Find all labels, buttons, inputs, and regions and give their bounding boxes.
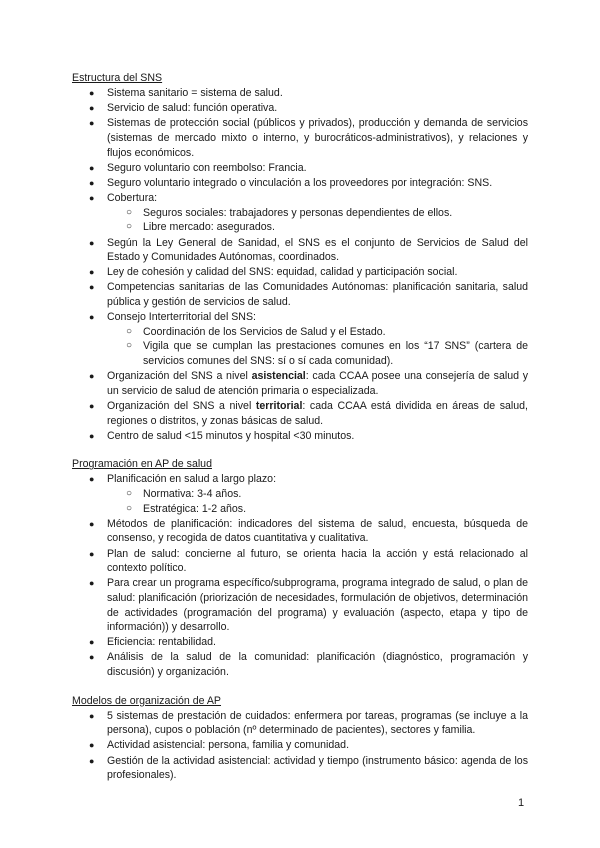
list-item — [72, 517, 528, 546]
bullet-list — [72, 86, 528, 443]
list-item — [72, 265, 528, 280]
circle-bullet-icon: ○ — [126, 502, 133, 514]
sub-list-item — [107, 325, 528, 340]
list-item — [72, 101, 528, 116]
bullet-icon: ● — [89, 371, 95, 382]
list-item — [72, 576, 528, 634]
sub-list-item-text: Estratégica: 1-2 años. — [143, 502, 247, 515]
bullet-icon: ● — [89, 118, 95, 129]
list-item-text: Centro de salud <15 minutos y hospital <30 minutos. — [107, 429, 355, 442]
bullet-icon: ● — [89, 518, 95, 529]
sub-list-item — [107, 339, 528, 368]
circle-bullet-icon: ○ — [126, 221, 133, 233]
sub-list-item-text: Libre mercado: asegurados. — [143, 221, 275, 234]
bullet-icon: ● — [89, 103, 95, 114]
bullet-icon: ● — [89, 652, 95, 663]
list-item-text: Servicio de salud: función operativa. — [107, 102, 278, 115]
list-item — [72, 547, 528, 576]
list-item-text: Seguro voluntario con reembolso: Francia. — [107, 161, 307, 174]
list-item — [72, 369, 528, 398]
list-item — [72, 399, 528, 428]
list-item-text: Seguro voluntario integrado o vinculación a los proveedores por integración: SNS. — [107, 176, 493, 189]
page-number: 1 — [518, 797, 525, 809]
list-item — [72, 635, 528, 650]
sub-list-item-text: Vigila que se cumplan las prestaciones comunes en los “17 SNS” (cartera de servicios comunes del SNS: sí o sí cada comunidad). — [143, 340, 528, 368]
sub-list-item-text: Normativa: 3-4 años. — [143, 487, 242, 500]
list-item-text: Plan de salud: concierne al futuro, se orienta hacia la acción y está relacionado al contexto político. — [107, 547, 528, 575]
bullet-icon: ● — [89, 193, 95, 204]
sub-list-item — [107, 220, 528, 235]
bullet-icon: ● — [89, 710, 95, 721]
list-item — [72, 86, 528, 101]
list-item-text: Según la Ley General de Sanidad, el SNS es el conjunto de Servicios de Salud del Estado y Comunidades Autónomas, coordinados. — [107, 236, 528, 264]
sub-list — [107, 206, 528, 235]
list-item — [72, 176, 528, 191]
bullet-icon: ● — [89, 740, 95, 751]
bullet-icon: ● — [89, 177, 95, 188]
list-item — [72, 738, 528, 753]
sub-list-item — [107, 206, 528, 221]
list-item-text: : cada CCAA posee una consejería de salud y un servicio de salud de atención primaria o especializada. — [107, 370, 528, 397]
list-item — [72, 191, 528, 235]
bullet-icon: ● — [89, 401, 95, 411]
bullet-icon: ● — [89, 267, 95, 278]
bullet-icon: ● — [89, 162, 95, 173]
bullet-icon: ● — [89, 88, 95, 98]
sub-list-item-text: Coordinación de los Servicios de Salud y el Estado. — [143, 325, 386, 338]
bullet-icon: ● — [89, 430, 95, 441]
list-item-text: Consejo Interterritorial del SNS: — [107, 311, 256, 324]
list-item-text: Gestión de la actividad asistencial: actividad y tiempo (instrumento básico: agenda de los profesionales). — [107, 754, 528, 782]
sub-list — [107, 487, 528, 516]
sub-list-item — [107, 502, 528, 517]
circle-bullet-icon: ○ — [126, 487, 133, 499]
bullet-icon: ● — [89, 548, 95, 559]
list-item-text: Ley de cohesión y calidad del SNS: equidad, calidad y participación social. — [107, 266, 458, 279]
bullet-icon: ● — [89, 637, 95, 648]
list-item-text: Análisis de la salud de la comunidad: planificación (diagnóstico, programación y discusión) y organización. — [107, 651, 528, 679]
list-item-text: Métodos de planificación: indicadores del sistema de salud, encuesta, búsqueda de consenso, y recogida de datos cuantitativa y cualitativa. — [107, 517, 528, 545]
sub-list — [107, 325, 528, 369]
list-item-text: Competencias sanitarias de las Comunidades Autónomas: planificación sanitaria, salud pública y gestión de servicios de salud. — [107, 281, 528, 309]
list-item — [72, 709, 528, 738]
sub-list-item — [107, 487, 528, 502]
circle-bullet-icon: ○ — [126, 325, 133, 337]
circle-bullet-icon: ○ — [126, 206, 133, 218]
list-item-text: : cada CCAA está dividida en áreas de salud, regiones o distritos, y zonas básicas de salud. — [107, 400, 528, 427]
section-programacion-ap — [72, 457, 528, 679]
bullet-icon: ● — [89, 312, 95, 323]
list-item-text: Para crear un programa específico/subprograma, programa integrado de salud, o plan de salud: planificación (priorización de necesidades, formulación de objetivos, determinación de actividades (programación del programa) y evaluación (aspecto, etapa y tipo de información)) y desarrollo. — [107, 577, 528, 634]
bullet-icon: ● — [89, 282, 95, 293]
list-item — [72, 310, 528, 368]
list-item-text: 5 sistemas de prestación de cuidados: enfermera por tareas, programas (se incluye a la persona), cupos o población (nº determinado de pacientes), sectores y familia. — [107, 709, 528, 737]
document-page — [72, 71, 528, 797]
list-item-text: Eficiencia: rentabilidad. — [107, 636, 216, 649]
list-item-text: Sistema sanitario = sistema de salud. — [107, 87, 283, 99]
section-title: Estructura del SNS — [72, 72, 163, 84]
bullet-icon: ● — [89, 474, 95, 485]
list-item — [72, 650, 528, 679]
list-item-text: Cobertura: — [107, 192, 158, 205]
section-title: Modelos de organización de AP — [72, 694, 222, 707]
bullet-icon: ● — [89, 578, 95, 589]
bullet-list — [72, 709, 528, 783]
list-item — [72, 472, 528, 516]
list-item — [72, 116, 528, 160]
list-item — [72, 236, 528, 265]
list-item-text: Actividad asistencial: persona, familia y comunidad. — [107, 739, 350, 752]
list-item-text: Planificación en salud a largo plazo: — [107, 473, 277, 486]
list-item — [72, 161, 528, 176]
bold-term: territorial — [255, 400, 303, 412]
section-title: Programación en AP de salud — [72, 458, 212, 471]
sub-list-item-text: Seguros sociales: trabajadores y personas dependientes de ellos. — [143, 206, 453, 219]
section-estructura-sns — [72, 71, 528, 443]
bullet-icon: ● — [89, 237, 95, 248]
bullet-icon: ● — [89, 755, 95, 766]
bullet-list — [72, 472, 528, 679]
list-item-text: Sistemas de protección social (públicos y privados), producción y demanda de servicios (sistemas de mercado mixto o interno, y burocráticos-administrativos), y relaciones y flujos económicos. — [107, 117, 528, 159]
list-item — [72, 429, 528, 444]
list-item-text: Organización del SNS a nivel — [107, 400, 256, 412]
bold-term: asistencial — [251, 370, 306, 383]
list-item — [72, 754, 528, 783]
circle-bullet-icon: ○ — [126, 340, 133, 352]
list-item — [72, 280, 528, 309]
list-item-text: Organización del SNS a nivel — [107, 370, 252, 383]
section-modelos-organizacion — [72, 694, 528, 783]
